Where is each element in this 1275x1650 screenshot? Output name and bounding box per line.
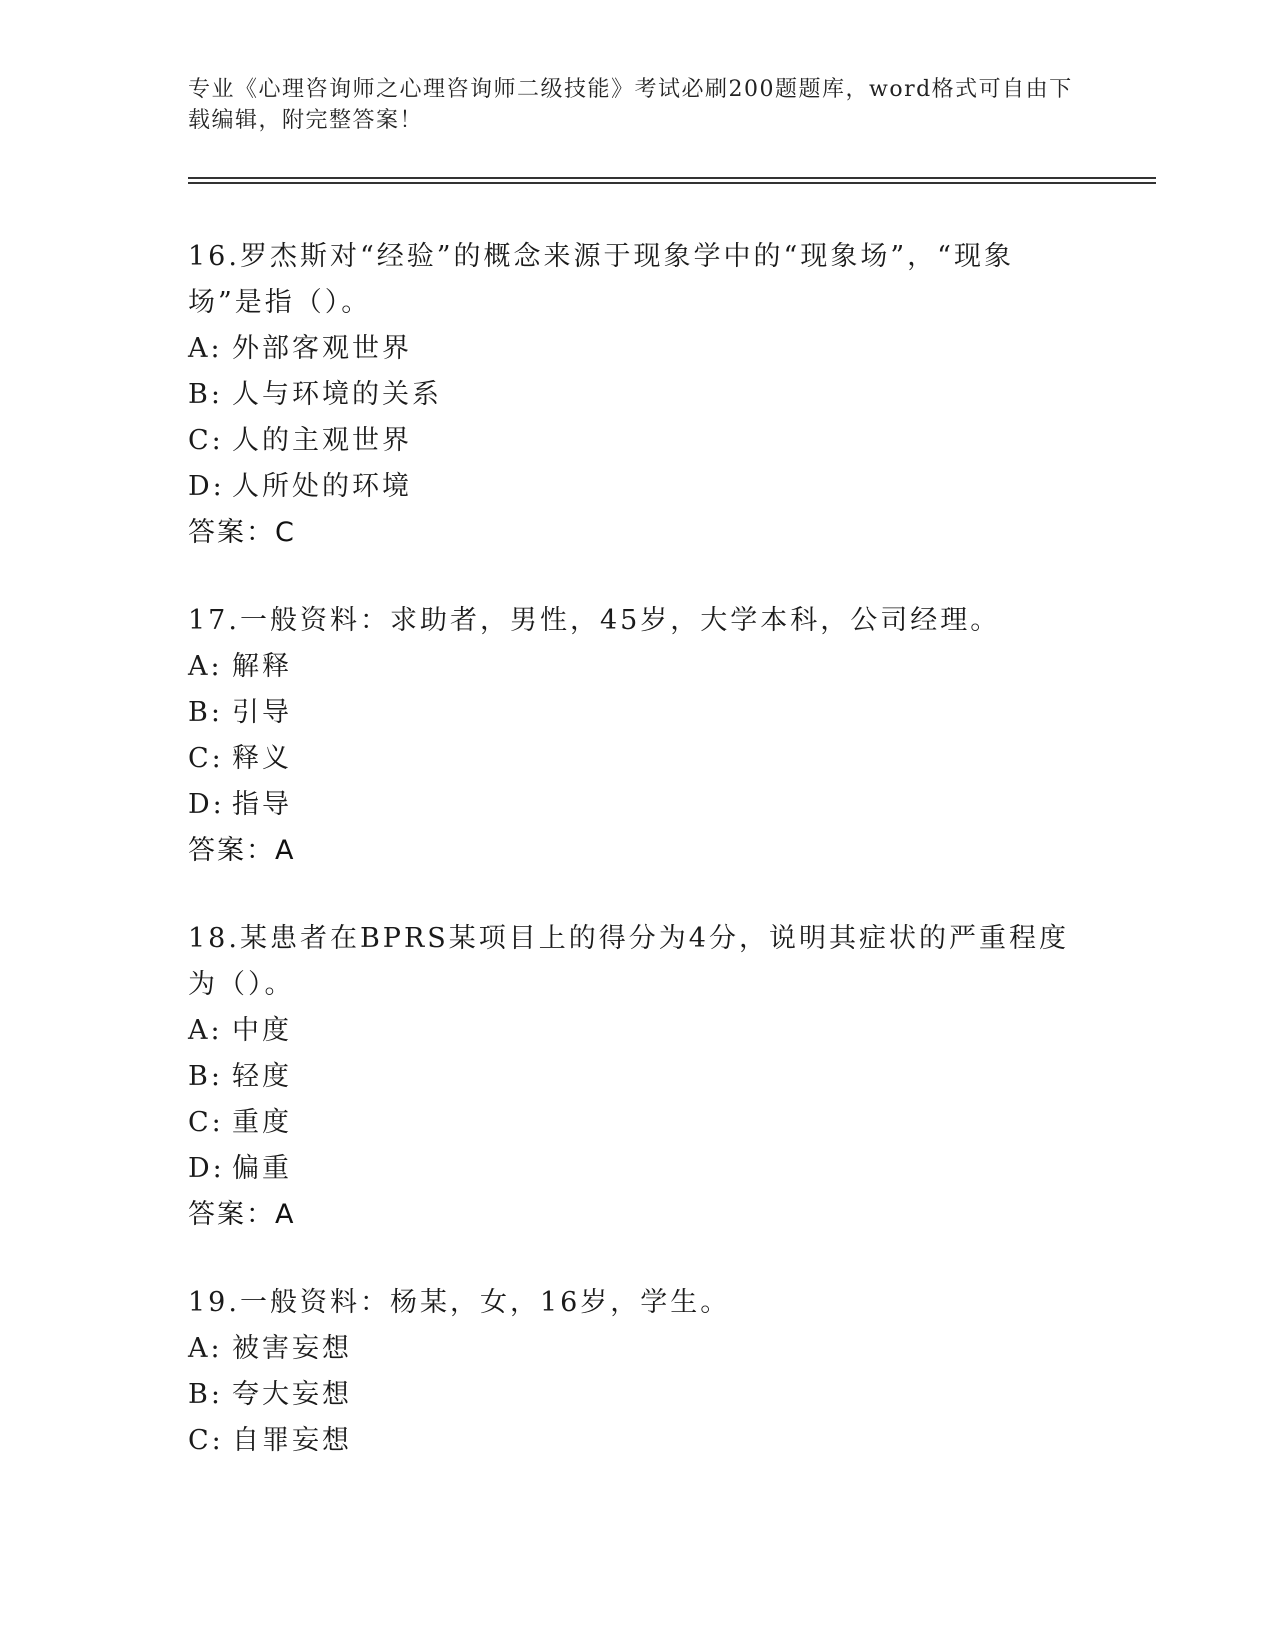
option-key: B: xyxy=(188,1061,223,1092)
option-c xyxy=(188,418,1088,464)
option-a xyxy=(188,1008,1088,1054)
option-key: D: xyxy=(188,471,225,502)
option-key: C: xyxy=(188,1425,224,1456)
question-16 xyxy=(188,234,1088,556)
answer-label: 答案：C xyxy=(188,517,296,548)
option-text: 夸大妄想 xyxy=(232,1379,352,1410)
option-b xyxy=(188,372,1088,418)
question-stem: 19.一般资料：杨某，女，16岁，学生。 xyxy=(188,1287,731,1318)
option-key: A: xyxy=(188,1333,223,1364)
option-d xyxy=(188,1146,1088,1192)
option-text: 人与环境的关系 xyxy=(232,379,442,410)
option-text: 自罪妄想 xyxy=(232,1425,352,1456)
question-stem: 18.某患者在BPRS某项目上的得分为4分，说明其症状的严重程度为（）。 xyxy=(188,923,1069,1000)
option-key: A: xyxy=(188,333,223,364)
question-18 xyxy=(188,916,1088,1238)
option-key: C: xyxy=(188,743,224,774)
option-c xyxy=(188,1100,1088,1146)
option-b xyxy=(188,1054,1088,1100)
option-c xyxy=(188,736,1088,782)
option-text: 引导 xyxy=(232,697,292,728)
option-a xyxy=(188,1326,1088,1372)
option-text: 解释 xyxy=(232,651,292,682)
option-key: B: xyxy=(188,697,223,728)
option-key: A: xyxy=(188,651,223,682)
question-stem: 16.罗杰斯对“经验”的概念来源于现象学中的“现象场”，“现象场”是指（）。 xyxy=(188,241,1014,318)
question-19 xyxy=(188,1280,1088,1464)
option-text: 被害妄想 xyxy=(232,1333,352,1364)
option-key: C: xyxy=(188,425,224,456)
option-key: B: xyxy=(188,379,223,410)
option-key: A: xyxy=(188,1015,223,1046)
option-key: C: xyxy=(188,1107,224,1138)
option-a xyxy=(188,644,1088,690)
option-text: 人所处的环境 xyxy=(232,471,412,502)
option-c xyxy=(188,1418,1088,1464)
header-divider xyxy=(188,177,1156,179)
option-text: 轻度 xyxy=(232,1061,292,1092)
answer-label: 答案：A xyxy=(188,835,296,866)
option-key: D: xyxy=(188,789,225,820)
document-header: 专业《心理咨询师之心理咨询师二级技能》考试必刷200题题库，word格式可自由下载编辑，附完整答案！ xyxy=(188,77,1073,133)
option-text: 释义 xyxy=(232,743,292,774)
option-text: 中度 xyxy=(232,1015,292,1046)
option-key: B: xyxy=(188,1379,223,1410)
option-b xyxy=(188,690,1088,736)
option-text: 指导 xyxy=(232,789,292,820)
option-key: D: xyxy=(188,1153,225,1184)
answer-label: 答案：A xyxy=(188,1199,296,1230)
option-d xyxy=(188,782,1088,828)
option-text: 外部客观世界 xyxy=(232,333,412,364)
question-stem: 17.一般资料：求助者，男性，45岁，大学本科，公司经理。 xyxy=(188,605,1001,636)
option-d xyxy=(188,464,1088,510)
option-b xyxy=(188,1372,1088,1418)
option-a xyxy=(188,326,1088,372)
option-text: 人的主观世界 xyxy=(232,425,412,456)
option-text: 重度 xyxy=(232,1107,292,1138)
option-text: 偏重 xyxy=(232,1153,292,1184)
header-divider-second xyxy=(188,182,1156,184)
question-17 xyxy=(188,598,1088,874)
